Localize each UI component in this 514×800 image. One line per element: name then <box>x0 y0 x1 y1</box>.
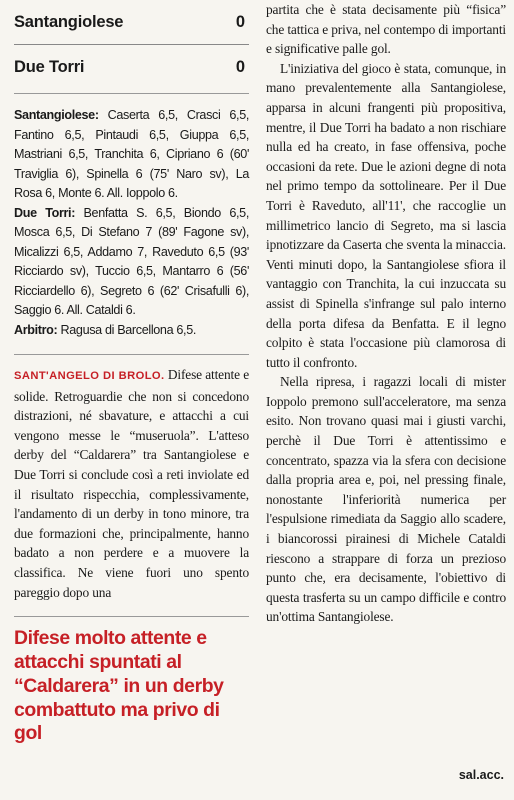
home-lineup-label: Santangiolese: <box>14 108 99 122</box>
lineups-divider <box>14 354 249 355</box>
away-lineup <box>14 204 249 321</box>
article-paragraph-2: L'iniziativa del gioco è stata, comunque, in mano prevalentemente alla Santangiolese, apparsa in alcuni frangenti più propositiva, mentre, il Due Torri ha badato a non rischiare nulla ed ha creato, in fase offensiva, poche occasioni da rete. Due le azioni degne di nota nel primo tempo da sottolineare. Per il Due Torri è Raveduto, all'11', che raccoglie un millimetrico lancio di Segreto, ma si lascia ipnotizzare da Caserta che sventa la minaccia. Venti minuti dopo, la Santangiolese sfiora il vantaggio con Tranchita, la cui inzuccata su assist di Spinella s'infrange sul palo interno della porta difesa da Benfatta. E il legno colpito è stata l'occasione più clamorosa di tutto il confronto. <box>266 60 506 370</box>
away-lineup-text: Benfatta S. 6,5, Biondo 6,5, Mosca 6,5, Di Stefano 7 (89' Fagone sv), Micalizzi 6,5, Addamo 7, Raveduto 6,5 (93' Ricciardo sv), Tuccio 6,5, Mantarro 6 (56' Ricciardello 6), Segreto 6 (62' Crisafulli 6), Saggio 6. All. Cataldi 6. <box>14 205 249 317</box>
score-row-home <box>14 0 249 45</box>
headline: Difese molto attente e attacchi spuntati al “Caldarera” in un derby combattuto ma privo di gol <box>14 627 224 745</box>
home-team-name: Santangiolese <box>14 12 124 31</box>
author-signature: sal.acc. <box>458 768 504 782</box>
article-right-text <box>266 0 506 627</box>
home-lineup <box>14 106 249 204</box>
article-paragraph-3: Nella ripresa, i ragazzi locali di mister Ioppolo premono sull'acceleratore, ma senza esito. Non trovano quasi mai i giusti varchi, perchè il Due Torri è attentissimo e concentrato, spazza via la sfera con decisione dalla propria area e, poi, nel pressing finale, nonostante l'inferiorità numerica per l'espulsione rimediata da Saggio allo scadere, i biancorossi pirainesi di Michele Cataldi riescono a strappare di forza un prezioso punto che, era decisamente, l'obiettivo di questa trasferta su un campo difficile e contro un'ottima Santangiolese. <box>266 374 506 625</box>
referee-line <box>14 321 249 341</box>
home-lineup-text: Caserta 6,5, Crasci 6,5, Fantino 6,5, Pintaudi 6,5, Giuppa 6,5, Mastriani 6,5, Tranchita 6, Cipriano 6 (60' Traviglia 6), Spinella 6 (75' Naro sv), La Rosa 6, Monte 6. All. Ioppolo 6. <box>14 108 249 200</box>
referee-text: Ragusa di Barcellona 6,5. <box>57 322 196 337</box>
scoreboard <box>14 0 249 89</box>
referee-label: Arbitro: <box>14 322 58 337</box>
article-lead: Difese attente e solide. Retroguardie che non si concedono distrazioni, né sbavature, e attacchi a cui vengono messe le “museruola”. L'atteso derby del “Caldarera” tra Santangiolese e Due Torri si conclude così a reti inviolate ed il risultato rispecchia, complessivamente, l'andamento di un derby in tono minore, tra due formazioni che, principalmente, hanno badato a non perdere e a muovere la classifica. Ne viene fuori uno spento pareggio dopo una <box>14 367 250 600</box>
score-row-away <box>14 45 249 89</box>
away-lineup-label: Due Torri: <box>14 205 76 220</box>
scoreboard-divider <box>14 93 249 94</box>
dateline: SANT'ANGELO DI BROLO. <box>14 370 165 382</box>
article-left-text <box>14 365 249 602</box>
headline-divider <box>14 616 249 617</box>
article-paragraph-1: partita che è stata decisamente più “fisica” che tattica e priva, nel contempo di importanti e significative palle gol. <box>266 2 506 57</box>
article-opening <box>14 365 249 602</box>
away-team-goals: 0 <box>235 57 245 76</box>
lineups <box>14 106 249 340</box>
away-team-name: Due Torri <box>14 57 85 76</box>
home-team-goals: 0 <box>235 12 245 31</box>
left-column <box>14 0 249 746</box>
right-column <box>266 0 506 627</box>
